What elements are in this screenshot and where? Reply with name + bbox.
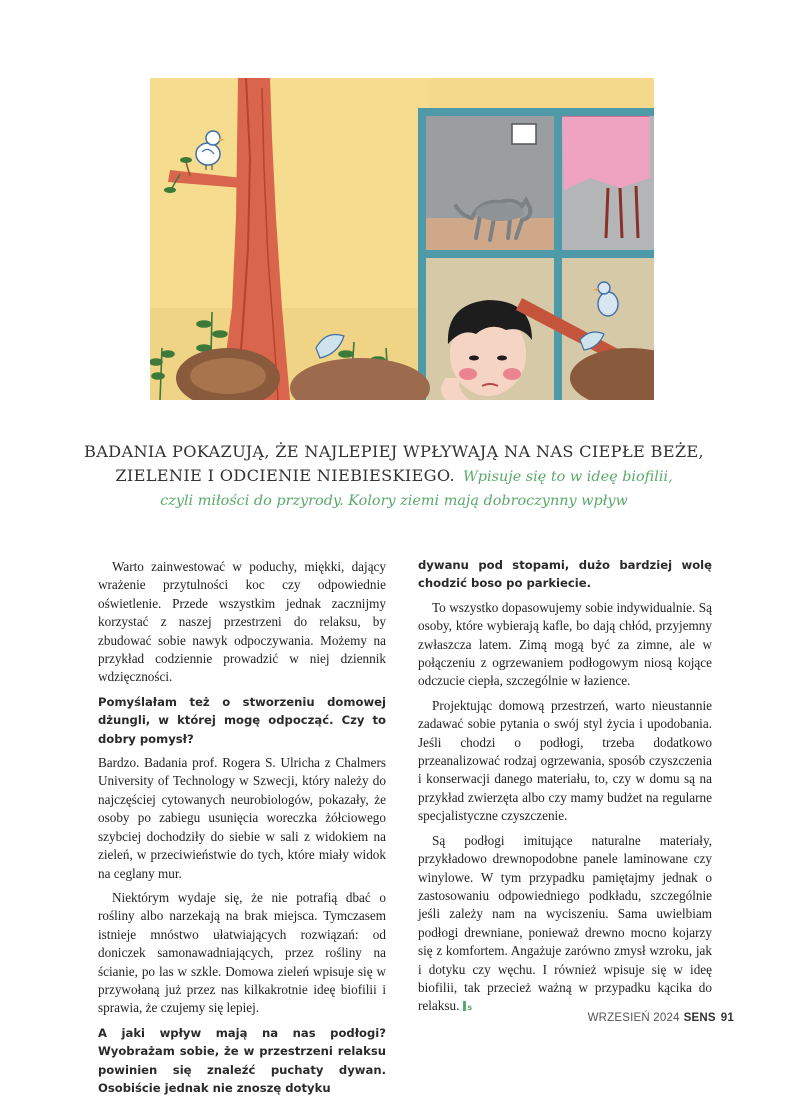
end-mark-letter: s xyxy=(467,1003,473,1013)
page-footer xyxy=(588,1012,734,1024)
pull-quote-line-1: BADANIA POKAZUJĄ, ŻE NAJLEPIEJ WPŁYWAJĄ NA NAS CIEPŁE BEŻE, xyxy=(84,442,704,461)
pull-quote-line-2-caps: ZIELENIE I ODCIENIE NIEBIESKIEGO. xyxy=(115,466,455,485)
issue-date: WRZESIEŃ 2024 xyxy=(587,1012,680,1024)
body-paragraph: Bardzo. Badania prof. Rogera S. Ulricha z Chalmers University of Technology w Szwecji, który należy do najczęściej cytowanych neurobiologów, pokazały, że osoby po zabiegu usunięcia woreczka żółciowego szybciej dochodziły do siebie w sali z widokiem na zieleń, w przeciwieństwie do tych, które miały widok na ceglany mur. xyxy=(98,755,386,881)
body-paragraph: Projektując domową przestrzeń, warto nieustannie zadawać sobie pytania o swój styl życia i upodobania. Jeśli chodzi o podłogi, trzeba dodatkowo przeanalizować rodzaj ogrzewania, sposób czyszczenia i konserwacji danego materiału, to, czy w domu są na przykład zwierzęta albo czy mamy budżet na regularne specjalistyczne czyszczenie. xyxy=(418,697,712,824)
body-paragraph-text: Są podłogi imitujące naturalne materiały, przykładowo drewnopodobne panele laminowane czy winylowe. W tym przypadku pamiętajmy jednak o zastosowaniu odpowiedniego podkładu, szczególnie jeśli zależy nam na wyciszeniu. Sama uwielbiam podłogi drewniane, ponieważ drewno mocno kojarzy się z komfortem. Angażuje zarówno zmysł wzroku, jak i dotyku czy węchu. I również wpisuje się w ideę biofilii, tak przecież ważną w przypadku kącika do relaksu. xyxy=(418,832,712,1014)
body-paragraph: Niektórym wydaje się, że nie potrafią dbać o rośliny albo narzekają na brak miejsca. Tymczasem istnieje mnóstwo ułatwiających rozwiązań: od doniczek samonawadniających, przez rośliny na ścianie, po las w szkle. Domowa zieleń wpisuje się w przywołaną już przez nas kilkakrotnie ideę biofilii i sprawia, że czujemy się lepiej. xyxy=(98,889,386,1016)
pull-quote-line-2-italic: Wpisuje się to w ideę biofilii, xyxy=(462,469,673,485)
pull-quote xyxy=(60,440,728,513)
right-column xyxy=(418,556,712,1024)
interview-question-continued: dywanu pod stopami, dużo bardziej wolę chodzić boso po parkiecie. xyxy=(418,558,712,591)
pull-quote-line-3: czyli miłości do przyrody. Kolory ziemi mają dobroczynny wpływ xyxy=(160,493,628,509)
left-column xyxy=(98,558,386,1103)
page-number: 91 xyxy=(720,1012,734,1024)
interview-question: A jaki wpływ mają na nas podłogi? Wyobrażam sobie, że w przestrzeni relaksu powinien się znaleźć puchaty dywan. Osobiście jednak nie znoszę dotyku xyxy=(98,1025,386,1095)
end-mark-bar xyxy=(463,1001,466,1011)
body-paragraph: Warto zainwestować w poduchy, miękki, dający wrażenie przytulności koc czy odpowiednie oświetlenie. Przede wszystkim jednak zacznijmy korzystać z naszej przestrzeni do relaksu, by zbudować sobie nawyk odpoczywania. Możemy na przykład codziennie prowadzić w niej dziennik wdzięczności. xyxy=(98,559,386,685)
magazine-name: SENS xyxy=(683,1012,716,1024)
interview-question: Pomyślałam też o stworzeniu domowej dżungli, w której mogę odpocząć. Czy to dobry pomysł? xyxy=(98,694,386,746)
illustration xyxy=(150,78,654,400)
body-paragraph: To wszystko dopasowujemy sobie indywidualnie. Są osoby, które wybierają kafle, bo dają chłód, przyjemny zwłaszcza latem. Zimą mogą być za zimne, ale w połączeniu z ogrzewaniem podłogowym niosą kojące odczucie ciepła, szczególnie w łazience. xyxy=(418,599,712,689)
body-paragraph xyxy=(418,832,712,1018)
